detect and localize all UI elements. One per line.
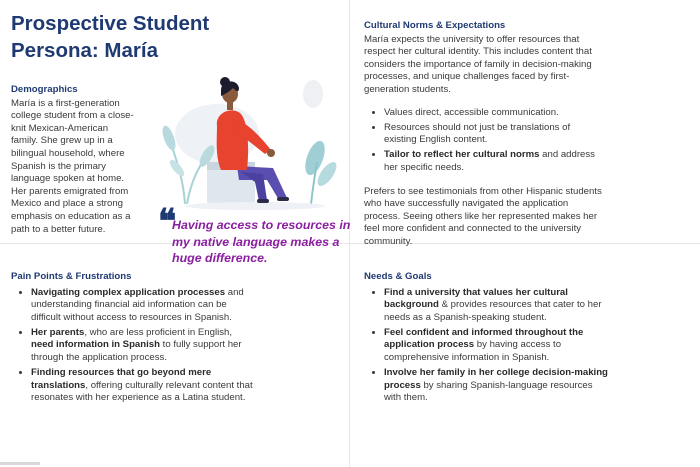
list-item: • Resources should not just be translations of existing English content. (384, 122, 604, 147)
quote-mark-icon: ❝ (158, 202, 177, 242)
pain-points-section (11, 271, 256, 407)
pain-points-list (11, 287, 256, 405)
cultural-heading: Cultural Norms & Expectations (364, 20, 506, 31)
cultural-list (364, 107, 604, 175)
bg-leaf (303, 80, 323, 108)
page-title: Prospective Student Persona: María (11, 12, 210, 62)
demographics-heading: Demographics (11, 84, 78, 95)
list-item: • Navigating complex application processes and understanding financial aid information can be difficult without access to resources in Spanish. (31, 287, 256, 325)
plant-right-icon (301, 138, 340, 204)
demographics-text: María is a first-generation college student from a close-knit Mexican-American family. She grew up in a bilingual household, where Spanish is the primary language spoken at home. Her parents emigrated from Mexico and place a strong emphasis on education as a path to a better future. (11, 97, 134, 235)
quote-text: Having access to resources in my native language makes a huge difference. (172, 218, 351, 265)
list-item: • Finding resources that go beyond mere translations, offering culturally relevant content that resonates with her experience as a Latina student. (31, 367, 256, 405)
cultural-section (364, 20, 604, 249)
cultural-intro: María expects the university to offer resources that respect her cultural identity. This includes content that considers the importance of family in decision-making processes, and unique challenges faced by first-generation students. (364, 33, 592, 95)
needs-heading: Needs & Goals (364, 271, 432, 282)
list-item: • Find a university that values her cultural background & provides resources that cater to her needs as a Spanish-speaking student. (384, 287, 609, 325)
cultural-closing: Prefers to see testimonials from other Hispanic students who have successfully navigated the application process. Seeing others like her represented makes her feel more confident and connected to the university community. (364, 185, 602, 247)
pain-points-heading: Pain Points & Frustrations (11, 271, 132, 282)
list-item: • Her parents, who are less proficient in English, need information in Spanish to fully support her through the application process. (31, 327, 256, 365)
list-item: • Values direct, accessible communication. (384, 107, 604, 120)
needs-list (364, 287, 609, 405)
needs-section (364, 271, 609, 407)
list-item: • Involve her family in her college decision-making process by sharing Spanish-language resources with them. (384, 367, 609, 405)
list-item: • Feel confident and informed throughout the application process by having access to comprehensive information in Spanish. (384, 327, 609, 365)
footer-mark (0, 462, 40, 465)
student-illustration (155, 76, 340, 211)
demographics-section (11, 84, 136, 236)
list-item: • Tailor to reflect her cultural norms and address her specific needs. (384, 149, 604, 174)
